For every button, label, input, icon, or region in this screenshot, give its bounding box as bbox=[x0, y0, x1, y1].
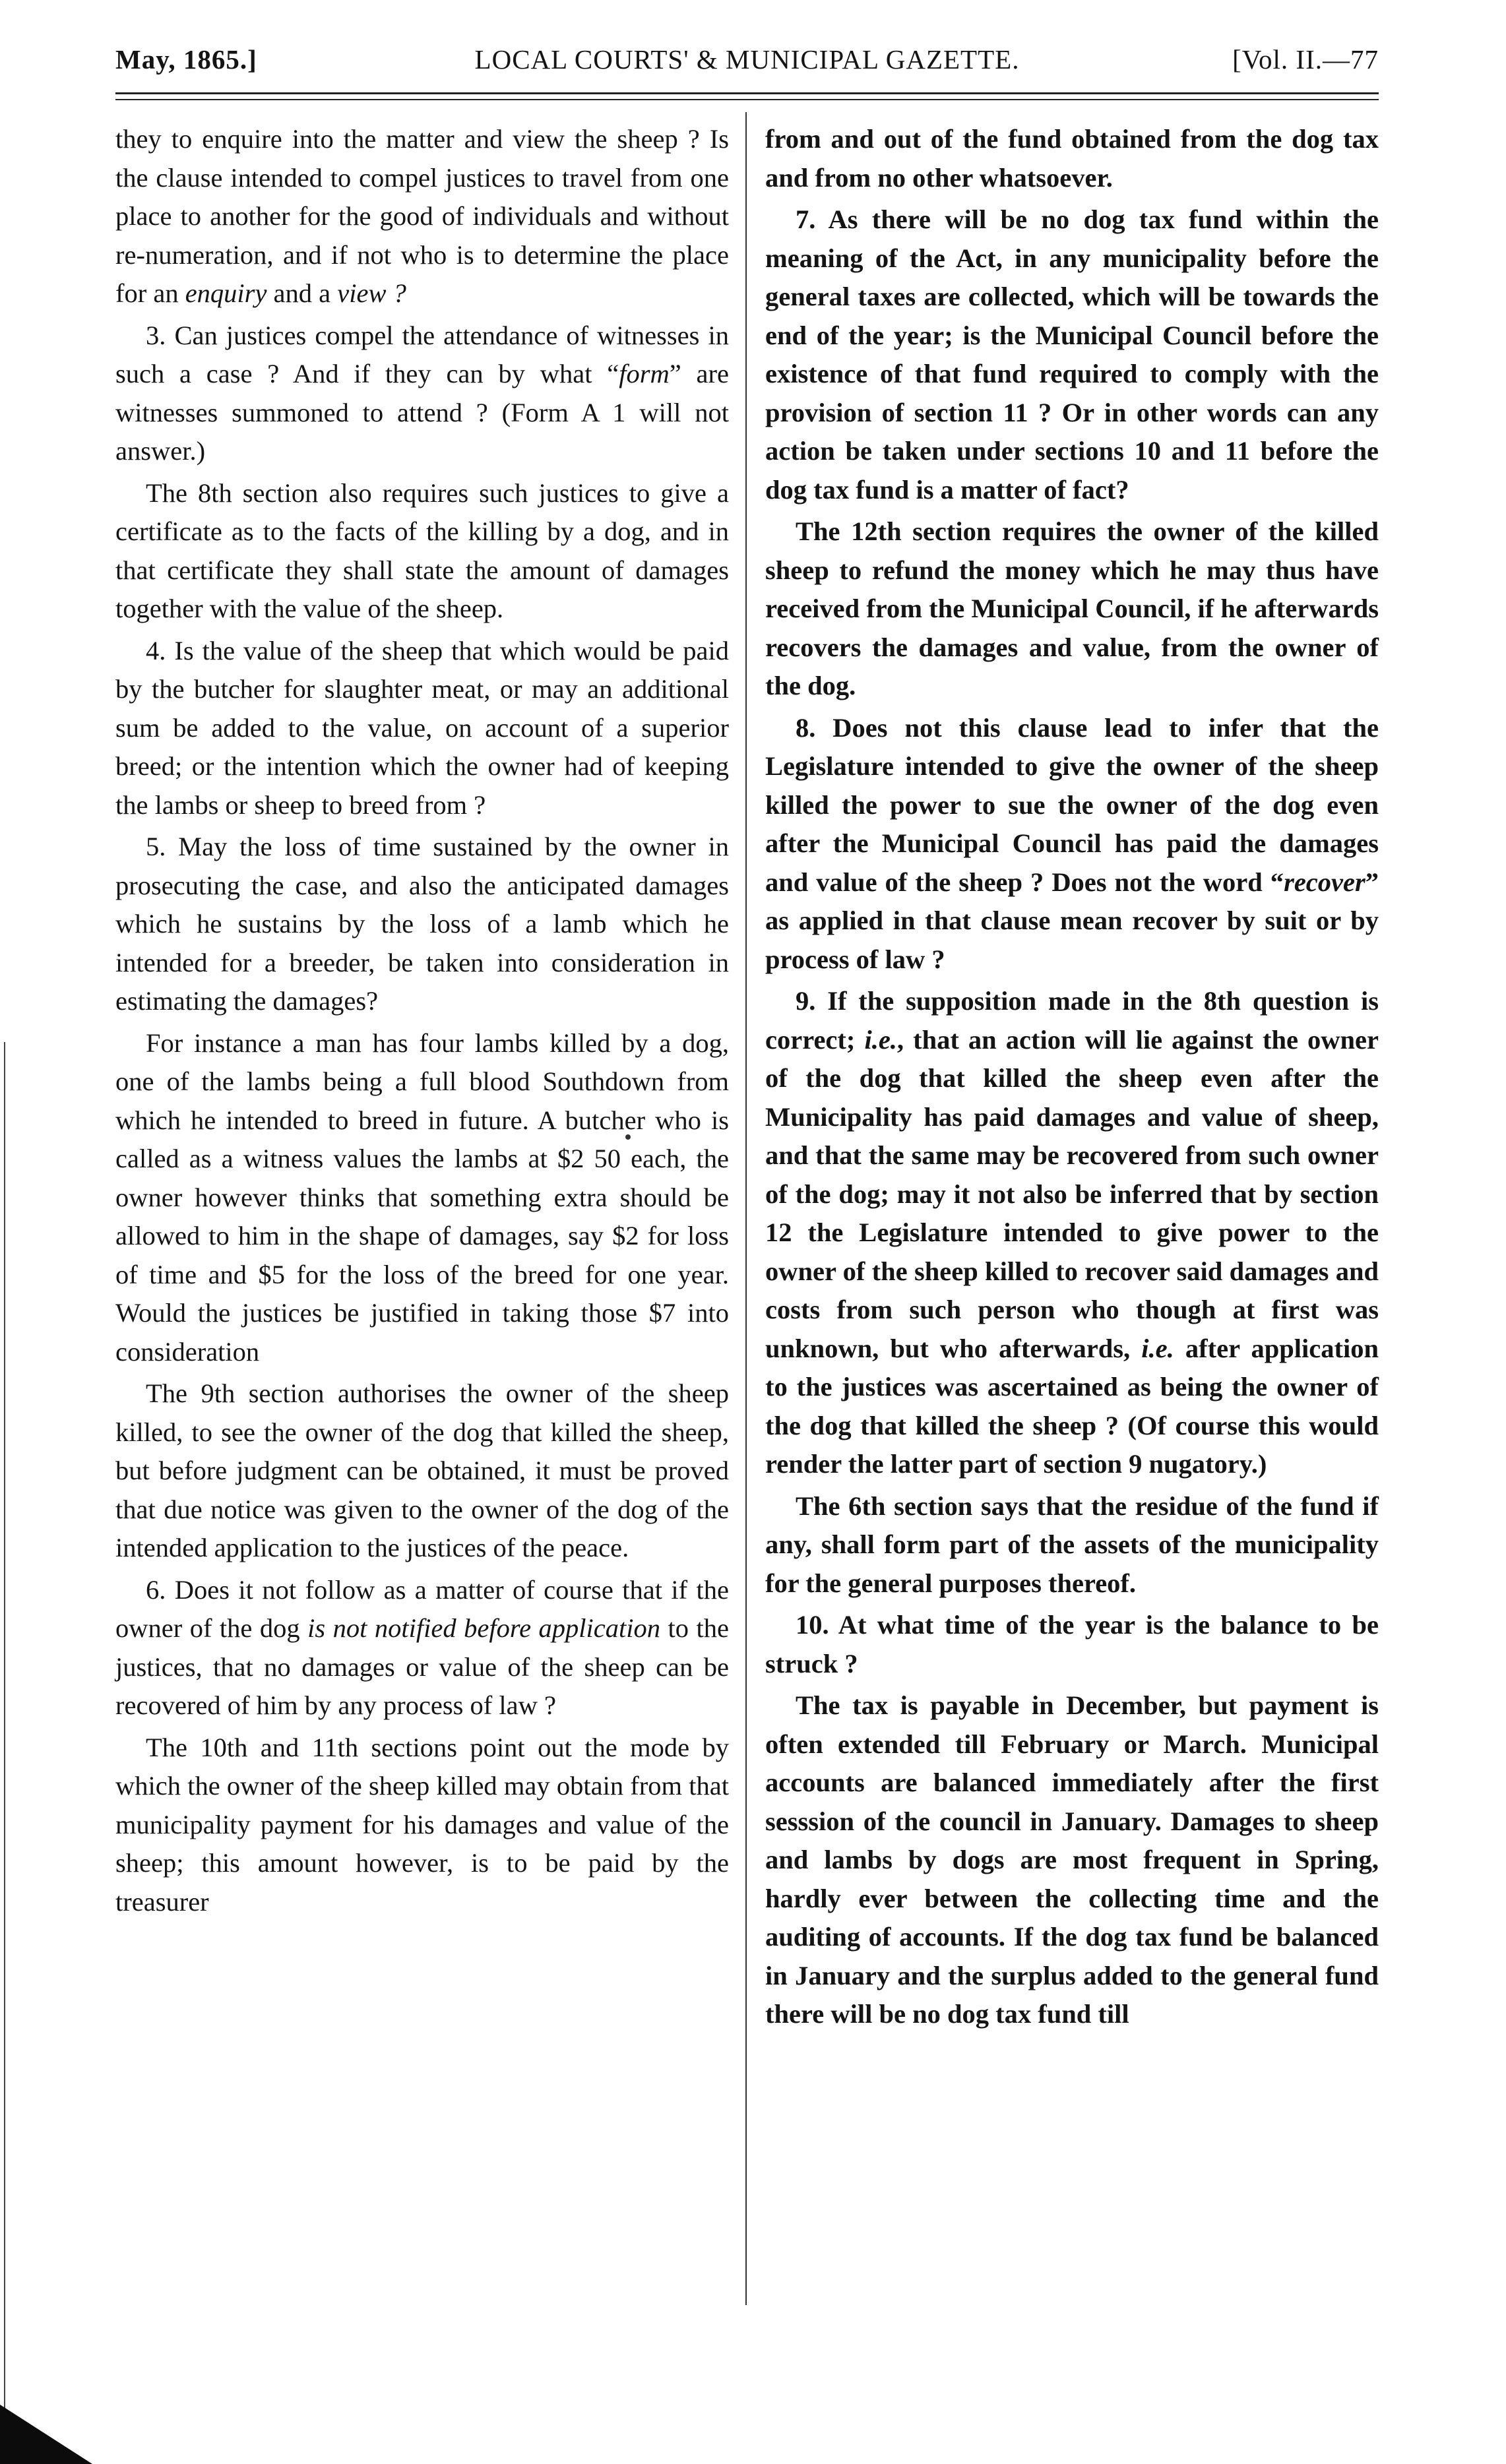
right-paragraph-1: from and out of the fund obtained from the dog tax and from no other whatsoever. bbox=[765, 124, 1379, 193]
header-rule-bottom bbox=[115, 99, 1379, 100]
right-paragraph-12th-section: The 12th section requires the owner of the killed sheep to refund the money which he may thus have received from the Municipal Council, if he afterwards recovers the damages and value, from the owner of the dog. bbox=[765, 516, 1379, 700]
right-paragraph-6th-section: The 6th section says that the residue of the fund if any, shall form part of the assets of the municipality for the general purposes thereof. bbox=[765, 1491, 1379, 1598]
left-paragraph-1: they to enquire into the matter and view the sheep ? Is the clause intended to compel justices to travel from one place to another for the good of individuals and without re-numeration, and if not who is to determine the place for an enquiry and a view ? bbox=[115, 124, 729, 308]
header-volume: [Vol. II.—77 bbox=[1232, 44, 1379, 75]
left-paragraph-8th-section: The 8th section also requires such justices to give a certificate as to the facts of the killing by a dog, and in that certificate they shall state the amount of damages together with the value of the sheep. bbox=[115, 477, 729, 623]
right-paragraph-question-9: 9. If the supposition made in the 8th question is correct; i.e., that an action will lie against the owner of the dog that killed the sheep even after the Municipality has paid damages and value of sheep, and that the same may be recovered from such owner of the dog; may it not also be inferred that by section 12 the Legislature intended to give power to the owner of the sheep killed to recover said damages and costs from such person who though at first was unknown, but who afterwards, i.e. after application to the justices was ascertained as being the owner of the dog that killed the sheep ? (Of course this would render the latter part of section 9 nugatory.) bbox=[765, 986, 1379, 1479]
right-column bbox=[765, 120, 1379, 2037]
right-paragraph-question-8: 8. Does not this clause lead to infer that the Legislature intended to give the owner of the sheep killed the power to sue the owner of the dog even after the Municipal Council has paid the damages and value of the sheep ? Does not the word “recover” as applied in that clause mean recover by suit or by process of law ? bbox=[765, 712, 1379, 974]
left-paragraph-question-4: 4. Is the value of the sheep that which would be paid by the butcher for slaughter meat, or may an additional sum be added to the value, on account of a superior breed; or the intention which the owner had of keeping the lambs or sheep to breed from ? bbox=[115, 635, 729, 820]
right-paragraph-question-10: 10. At what time of the year is the balance to be struck ? bbox=[765, 1610, 1379, 1679]
right-paragraph-question-7: 7. As there will be no dog tax fund within the meaning of the Act, in any municipality before the general taxes are collected, which will be towards the end of the year; is the Municipal Council before the existence of that fund required to comply with the provision of section 11 ? Or in other words can any action be taken under sections 10 and 11 before the dog tax fund is a matter of fact? bbox=[765, 204, 1379, 505]
left-paragraph-question-3: 3. Can justices compel the attendance of witnesses in such a case ? And if they can by what “form” are witnesses summoned to attend ? (Form A 1 will not answer.) bbox=[115, 320, 729, 466]
left-column bbox=[115, 120, 729, 1925]
page-edge-line bbox=[4, 1042, 5, 2447]
header-title: LOCAL COURTS' & MUNICIPAL GAZETTE. bbox=[474, 44, 1020, 75]
header-date: May, 1865.] bbox=[115, 44, 257, 75]
page-edge-shadow bbox=[0, 2405, 92, 2464]
left-paragraph-question-5: 5. May the loss of time sustained by the owner in prosecuting the case, and also the anticipated damages which he sustains by the loss of a lamb which he intended for a breeder, be taken into consideration in estimating the damages? bbox=[115, 832, 729, 1016]
header-rule-top bbox=[115, 92, 1379, 94]
page-header bbox=[115, 40, 1379, 92]
left-paragraph-9th-section: The 9th section authorises the owner of the sheep killed, to see the owner of the dog that killed the sheep, but before judgment can be obtained, it must be proved that due notice was given to the owner of the dog of the intended application to the justices of the peace. bbox=[115, 1378, 729, 1562]
right-paragraph-tax-payable: The tax is payable in December, but payment is often extended till February or March. Municipal accounts are balanced immediately after the first sesssion of the council in January. Damages to sheep and lambs by dogs are most frequent in Spring, hardly ever between the collecting time and the auditing of accounts. If the dog tax fund be balanced in January and the surplus added to the general fund there will be no dog tax fund till bbox=[765, 1690, 1379, 2029]
left-paragraph-example: For instance a man has four lambs killed by a dog, one of the lambs being a full blood Southdown from which he intended to breed in future. A butcher who is called as a witness values the lambs at $2 50 each, the owner however thinks that something extra should be allowed to him in the shape of damages, say $2 for loss of time and $5 for the loss of the breed for one year. Would the justices be justified in taking those $7 into consideration bbox=[115, 1028, 729, 1367]
column-divider bbox=[745, 112, 747, 2305]
left-paragraph-question-6: 6. Does it not follow as a matter of course that if the owner of the dog is not notified before application to the justices, that no damages or value of the sheep can be recovered of him by any process of law ? bbox=[115, 1574, 730, 1720]
left-paragraph-10th-11th-sections: The 10th and 11th sections point out the mode by which the owner of the sheep killed may obtain from that municipality payment for his damages and value of the sheep; this amount however, is to be paid by the treasurer bbox=[115, 1732, 729, 1917]
